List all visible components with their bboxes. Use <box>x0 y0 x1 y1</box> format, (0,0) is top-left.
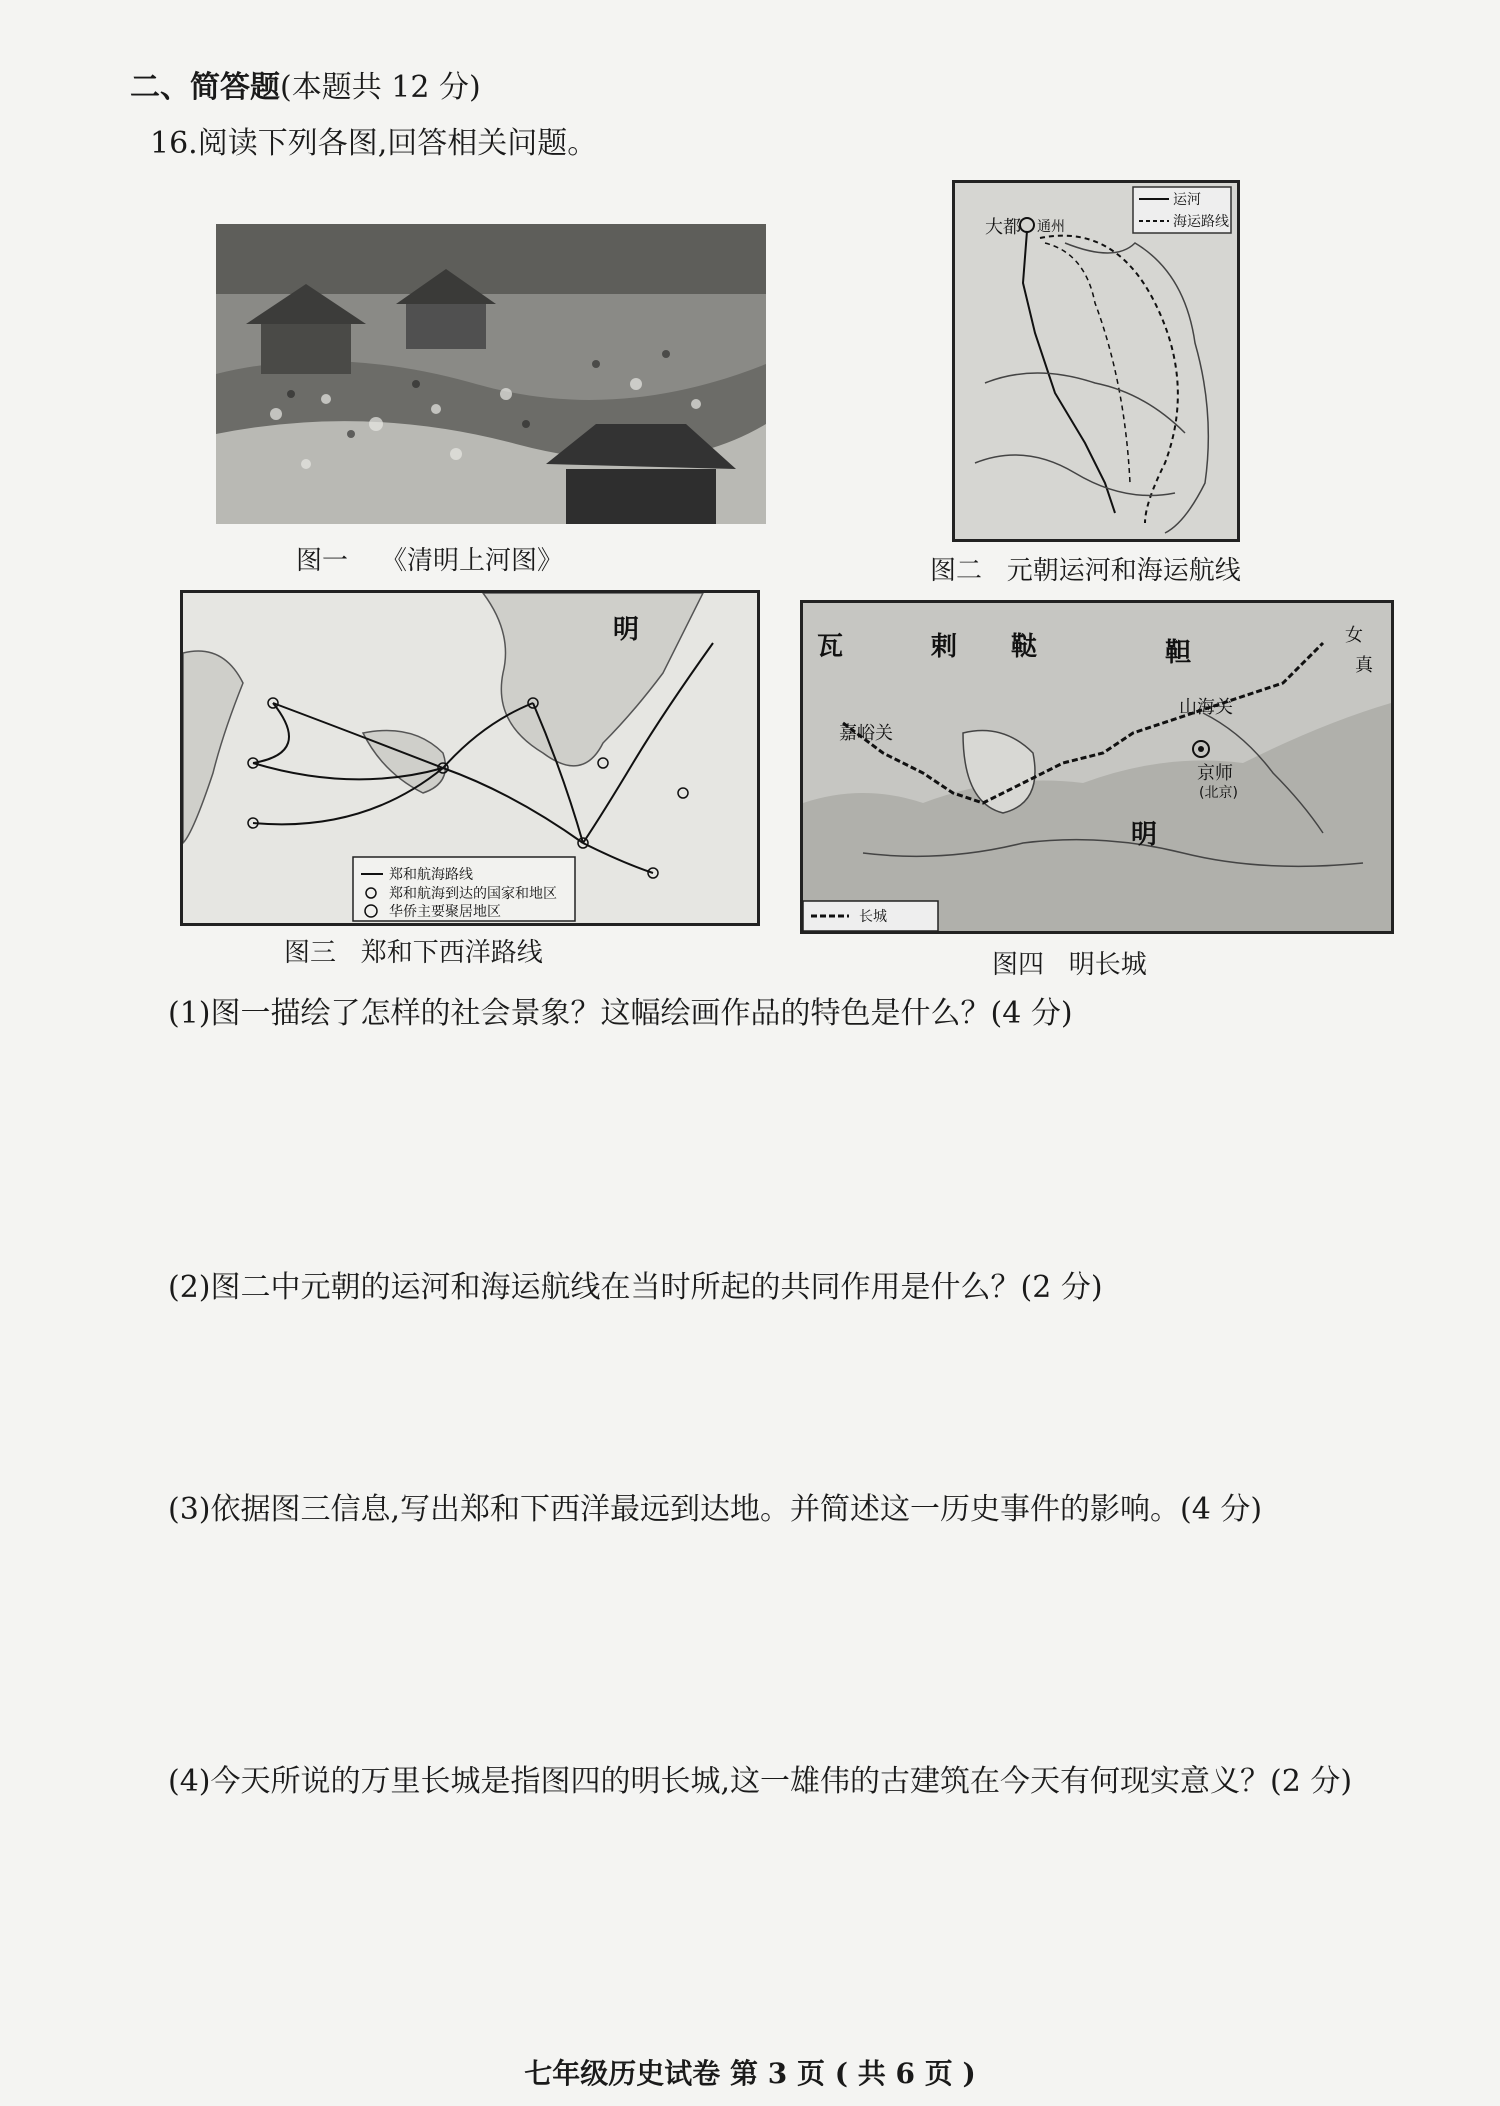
fig4-label-da: 鞑 <box>1011 632 1038 662</box>
fig4-label-nv: 女 <box>1345 625 1363 646</box>
ming-greatwall-map <box>803 603 1391 931</box>
subquestion-2: (2)图二中元朝的运河和海运航线在当时所起的共同作用是什么？(2 分) <box>168 1270 1103 1305</box>
figure-4-greatwall-map <box>800 600 1394 934</box>
fig4-label-ming: 明 <box>1131 820 1158 850</box>
fig4-label-jingshi: 京师 <box>1197 763 1233 784</box>
fig4-label-shanhaiguan: 山海关 <box>1179 697 1233 718</box>
fig2-label-dadu: 大都 <box>985 217 1021 238</box>
fig4-label-wa: 瓦 <box>817 632 844 662</box>
fig3-legend-reached: 郑和航海到达的国家和地区 <box>389 886 557 902</box>
subquestion-1: (1)图一描绘了怎样的社会景象？这幅绘画作品的特色是什么？(4 分) <box>168 996 1073 1031</box>
fig3-label-ming: 明 <box>613 615 640 645</box>
section-title: 二、简答题(本题共 12 分) <box>130 70 481 105</box>
fig2-label-tongzhou: 通州 <box>1037 219 1065 235</box>
figure-2-yuan-map <box>952 180 1240 542</box>
figure-3-caption: 图三 郑和下西洋路线 <box>284 938 543 968</box>
fig4-legend-wall: 长城 <box>859 909 887 925</box>
fig4-label-zhen: 真 <box>1355 655 1373 676</box>
subquestion-4: (4)今天所说的万里长城是指图四的明长城,这一雄伟的古建筑在今天有何现实意义？(2 分) <box>168 1764 1353 1799</box>
fig4-label-beijing: (北京) <box>1199 785 1238 801</box>
fig2-legend-searoute: 海运路线 <box>1173 214 1229 230</box>
figure-1-caption: 图一 《清明上河图》 <box>296 546 564 576</box>
yuan-canal-map <box>955 183 1237 539</box>
page-footer: 七年级历史试卷 第 3 页 ( 共 6 页 ) <box>524 2057 976 2090</box>
fig3-legend-route: 郑和航海路线 <box>389 867 473 883</box>
question-intro: 16.阅读下列各图,回答相关问题。 <box>150 126 598 161</box>
fig4-label-jiayuguan: 嘉峪关 <box>839 723 893 744</box>
fig3-legend-chinese: 华侨主要聚居地区 <box>389 904 501 920</box>
fig4-label-la1: 剌 <box>931 632 958 662</box>
qingming-painting-image <box>216 224 766 524</box>
subquestion-3: (3)依据图三信息,写出郑和下西洋最远到达地。并简述这一历史事件的影响。(4 分) <box>168 1492 1263 1527</box>
figure-4-caption: 图四 明长城 <box>992 950 1147 980</box>
fig4-label-la2: 靼 <box>1165 638 1192 668</box>
zhenghe-route-map <box>183 593 757 923</box>
figure-2-caption: 图二 元朝运河和海运航线 <box>930 556 1241 586</box>
figure-1-painting <box>216 224 766 524</box>
fig2-legend-canal: 运河 <box>1173 192 1201 208</box>
figure-3-zhenghe-map <box>180 590 760 926</box>
